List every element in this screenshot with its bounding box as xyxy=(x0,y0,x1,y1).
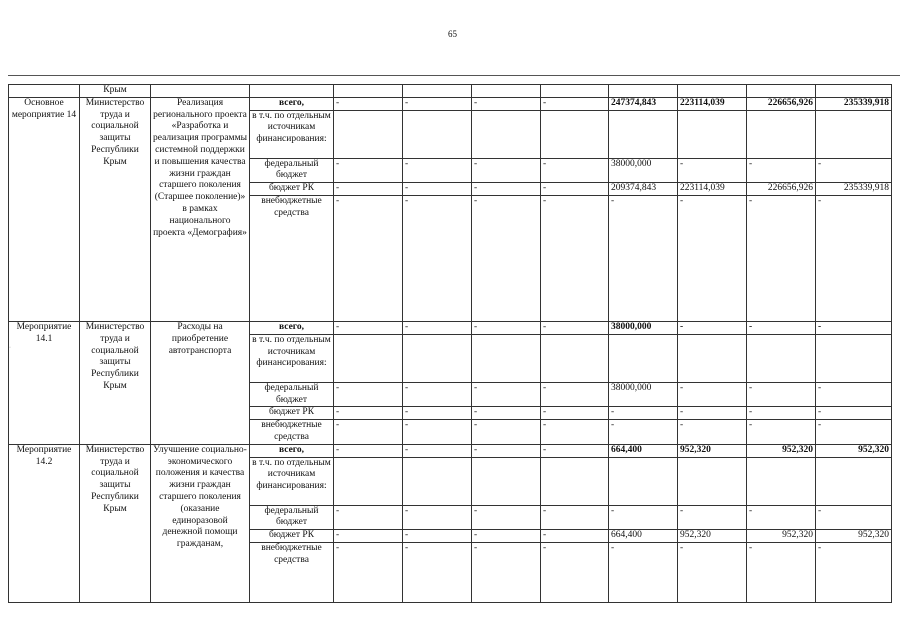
funding-source: в т.ч. по отдельным источникам финансирования: xyxy=(250,457,334,505)
amount-value: - xyxy=(747,505,816,530)
amount-value: 664,400 xyxy=(609,444,678,457)
funding-source: всего, xyxy=(250,97,334,110)
page-number: 65 xyxy=(448,29,457,39)
funding-source: бюджет РК xyxy=(250,530,334,543)
amount-value: 226656,926 xyxy=(747,97,816,110)
empty-period-value: - xyxy=(541,407,609,420)
amount-value: - xyxy=(609,195,678,321)
amount-value: - xyxy=(678,195,747,321)
empty-period-value xyxy=(472,334,541,382)
empty-period-value: - xyxy=(541,321,609,334)
funding-source: всего, xyxy=(250,444,334,457)
empty-period-value: - xyxy=(334,444,403,457)
funding-source: в т.ч. по отдельным источникам финансирования: xyxy=(250,334,334,382)
amount-value: - xyxy=(678,158,747,183)
empty-period-value: - xyxy=(472,420,541,445)
empty-period-value: - xyxy=(403,382,472,407)
amount-value: - xyxy=(747,321,816,334)
empty-period-value: - xyxy=(403,97,472,110)
amount-value: 38000,000 xyxy=(609,321,678,334)
amount-value xyxy=(609,110,678,158)
amount-value xyxy=(747,110,816,158)
amount-value: - xyxy=(747,420,816,445)
amount-value xyxy=(816,334,892,382)
financing-table xyxy=(8,84,892,603)
table-row xyxy=(9,321,892,334)
funding-source: бюджет РК xyxy=(250,183,334,196)
amount-value: 952,320 xyxy=(678,444,747,457)
amount-value xyxy=(747,457,816,505)
empty-period-value: - xyxy=(403,420,472,445)
amount-value: - xyxy=(678,382,747,407)
empty-period-value: - xyxy=(472,97,541,110)
empty-period-value: - xyxy=(541,158,609,183)
empty-period-value: - xyxy=(541,530,609,543)
empty-period-value: - xyxy=(334,183,403,196)
funding-source: внебюджетные средства xyxy=(250,420,334,445)
amount-value xyxy=(816,457,892,505)
row-event: Основное мероприятие 14 xyxy=(9,97,80,321)
amount-value: - xyxy=(678,542,747,602)
amount-value: - xyxy=(678,420,747,445)
empty-period-value: - xyxy=(334,195,403,321)
scan-mark: · xyxy=(9,345,11,351)
empty-period-value: - xyxy=(541,195,609,321)
empty-period-value: - xyxy=(541,420,609,445)
empty-period-value: - xyxy=(403,158,472,183)
amount-value: 38000,000 xyxy=(609,158,678,183)
empty-period-value: - xyxy=(334,542,403,602)
empty-period-value: - xyxy=(403,542,472,602)
empty-period-value: - xyxy=(472,158,541,183)
amount-value: 952,320 xyxy=(816,444,892,457)
empty-period-value: - xyxy=(334,382,403,407)
amount-value: - xyxy=(747,195,816,321)
table-row xyxy=(9,444,892,457)
amount-value: 223114,039 xyxy=(678,97,747,110)
amount-value: 952,320 xyxy=(747,530,816,543)
empty-period-value xyxy=(403,334,472,382)
empty-period-value: - xyxy=(541,97,609,110)
empty-period-value: - xyxy=(541,183,609,196)
table-row xyxy=(9,97,892,110)
empty-period-value: - xyxy=(403,530,472,543)
amount-value: - xyxy=(816,420,892,445)
amount-value: - xyxy=(816,382,892,407)
amount-value: - xyxy=(609,407,678,420)
amount-value: 235339,918 xyxy=(816,97,892,110)
amount-value: - xyxy=(816,195,892,321)
amount-value xyxy=(609,457,678,505)
funding-source: в т.ч. по отдельным источникам финансирования: xyxy=(250,110,334,158)
empty-period-value: - xyxy=(472,530,541,543)
row-description: Улучшение социально-экономического положения и качества жизни граждан старшего поколения (оказание единоразовой денежной помощи гражданам, xyxy=(151,444,250,602)
amount-value xyxy=(678,110,747,158)
amount-value: 952,320 xyxy=(747,444,816,457)
amount-value: - xyxy=(747,407,816,420)
funding-source: федеральный бюджет xyxy=(250,382,334,407)
empty-period-value xyxy=(541,457,609,505)
row-executor: Министерство труда и социальной защиты Республики Крым xyxy=(80,321,151,444)
empty-period-value: - xyxy=(472,444,541,457)
empty-period-value xyxy=(541,334,609,382)
empty-period-value: - xyxy=(334,321,403,334)
empty-period-value: - xyxy=(472,183,541,196)
amount-value: - xyxy=(609,505,678,530)
empty-period-value: - xyxy=(472,542,541,602)
amount-value: 664,400 xyxy=(609,530,678,543)
amount-value xyxy=(678,334,747,382)
amount-value: - xyxy=(816,542,892,602)
financing-table-body xyxy=(9,85,892,603)
continuation-row xyxy=(9,85,892,98)
funding-source: внебюджетные средства xyxy=(250,542,334,602)
row-executor: Министерство труда и социальной защиты Республики Крым xyxy=(80,97,151,321)
row-event: Мероприятие 14.2 xyxy=(9,444,80,602)
amount-value: 38000,000 xyxy=(609,382,678,407)
amount-value: - xyxy=(816,321,892,334)
amount-value: 952,320 xyxy=(816,530,892,543)
amount-value: - xyxy=(609,542,678,602)
empty-period-value: - xyxy=(403,195,472,321)
empty-period-value: - xyxy=(541,505,609,530)
amount-value: 952,320 xyxy=(678,530,747,543)
funding-source: внебюджетные средства xyxy=(250,195,334,321)
empty-period-value: - xyxy=(334,530,403,543)
amount-value: - xyxy=(747,542,816,602)
empty-period-value xyxy=(334,334,403,382)
continuation-executor-cell: Крым xyxy=(80,85,151,98)
empty-period-value: - xyxy=(403,505,472,530)
header-rule xyxy=(8,75,900,76)
empty-period-value: - xyxy=(472,382,541,407)
amount-value xyxy=(747,334,816,382)
empty-period-value: - xyxy=(403,444,472,457)
empty-period-value: - xyxy=(334,505,403,530)
empty-period-value xyxy=(403,457,472,505)
continuation-event-cell xyxy=(9,85,80,98)
empty-period-value: - xyxy=(403,321,472,334)
amount-value xyxy=(609,334,678,382)
empty-period-value: - xyxy=(541,444,609,457)
row-executor: Министерство труда и социальной защиты Республики Крым xyxy=(80,444,151,602)
funding-source: всего, xyxy=(250,321,334,334)
empty-period-value: - xyxy=(541,382,609,407)
amount-value xyxy=(678,457,747,505)
funding-source: федеральный бюджет xyxy=(250,158,334,183)
empty-period-value: - xyxy=(334,420,403,445)
amount-value: - xyxy=(816,158,892,183)
empty-period-value: - xyxy=(403,183,472,196)
amount-value: 235339,918 xyxy=(816,183,892,196)
empty-period-value xyxy=(403,110,472,158)
amount-value: - xyxy=(816,407,892,420)
amount-value: - xyxy=(609,420,678,445)
empty-period-value: - xyxy=(334,97,403,110)
empty-period-value xyxy=(334,457,403,505)
amount-value: - xyxy=(678,321,747,334)
empty-period-value: - xyxy=(472,407,541,420)
empty-period-value: - xyxy=(334,407,403,420)
empty-period-value: - xyxy=(472,321,541,334)
empty-period-value: - xyxy=(334,158,403,183)
amount-value: - xyxy=(747,382,816,407)
funding-source: федеральный бюджет xyxy=(250,505,334,530)
amount-value: - xyxy=(678,505,747,530)
amount-value: 223114,039 xyxy=(678,183,747,196)
empty-period-value: - xyxy=(472,505,541,530)
empty-period-value xyxy=(334,110,403,158)
row-description: Реализация регионального проекта «Разработка и реализация программы системной поддержки и повышения качества жизни граждан старшего поколения (Старшее поколение)» в рамках национального проекта «Демография» xyxy=(151,97,250,321)
empty-period-value xyxy=(472,457,541,505)
amount-value: 226656,926 xyxy=(747,183,816,196)
amount-value xyxy=(816,110,892,158)
empty-period-value: - xyxy=(403,407,472,420)
empty-period-value xyxy=(541,110,609,158)
empty-period-value xyxy=(472,110,541,158)
row-event: Мероприятие 14.1 xyxy=(9,321,80,444)
amount-value: 209374,843 xyxy=(609,183,678,196)
funding-source: бюджет РК xyxy=(250,407,334,420)
amount-value: 247374,843 xyxy=(609,97,678,110)
row-description: Расходы на приобретение автотранспорта xyxy=(151,321,250,444)
amount-value: - xyxy=(816,505,892,530)
amount-value: - xyxy=(747,158,816,183)
empty-period-value: - xyxy=(472,195,541,321)
empty-period-value: - xyxy=(541,542,609,602)
amount-value: - xyxy=(678,407,747,420)
